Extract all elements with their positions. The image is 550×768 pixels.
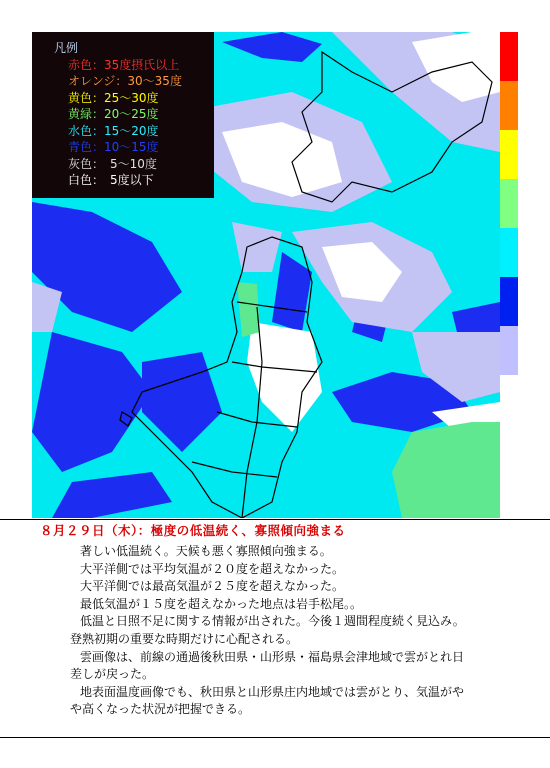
caption-line: 最低気温が１５度を超えなかった地点は岩手松尾。。 [80, 596, 363, 611]
caption-body [40, 543, 510, 719]
legend-item: 赤色：35度摂氏以上 [68, 57, 180, 72]
divider-bottom [0, 737, 550, 738]
scale-swatch [500, 277, 518, 326]
caption-line: 低温と日照不足に関する情報が出された。今後１週間程度続く見込み。 [80, 614, 465, 629]
scale-swatch [500, 130, 518, 179]
caption-line: 大平洋側では平均気温が２０度を超えなかった。 [80, 561, 345, 576]
legend-item: 灰色： 5～10度 [68, 156, 157, 171]
legend-item: 黄色：25～30度 [68, 90, 159, 105]
caption-line: 登熟初期の重要な時期だけに心配される。 [70, 631, 299, 646]
caption-section [40, 521, 510, 719]
legend-item: 青色：10～15度 [68, 140, 159, 154]
caption-line: 雲画像は、前線の通過後秋田県・山形県・福島県会津地域で雲がとれ日 [80, 649, 465, 664]
divider-top [0, 519, 550, 520]
legend-list [54, 57, 214, 189]
scale-swatch [500, 326, 518, 375]
legend-item: オレンジ：30～35度 [68, 74, 182, 88]
caption-line: や高くなった状況が把握できる。 [70, 702, 251, 717]
legend-title: 凡例 [54, 41, 79, 55]
caption-line: 著しい低温続く。天候も悪く寡照傾向強まる。 [80, 544, 332, 558]
scale-swatch [500, 32, 518, 81]
caption-line: 大平洋側では最高気温が２５度を超えなかった。 [80, 579, 345, 594]
scale-swatch [500, 179, 518, 228]
legend-item: 白色： 5度以下 [68, 173, 154, 187]
caption-headline: ８月２９日（木）：極度の低温続く、寡照傾向強まる [40, 523, 346, 538]
legend-panel [32, 32, 214, 198]
caption-line: 地表面温度画像でも、秋田県と山形県庄内地域では雲がとり、気温がや [80, 684, 465, 699]
scale-swatch [500, 81, 518, 130]
legend-item: 黄緑：20～25度 [68, 107, 159, 121]
color-scale-bar [500, 32, 518, 377]
legend-item: 水色：15～20度 [68, 123, 159, 138]
caption-line: 差しが戻った。 [70, 667, 155, 682]
scale-swatch [500, 228, 518, 277]
temperature-satellite-map [32, 32, 500, 518]
